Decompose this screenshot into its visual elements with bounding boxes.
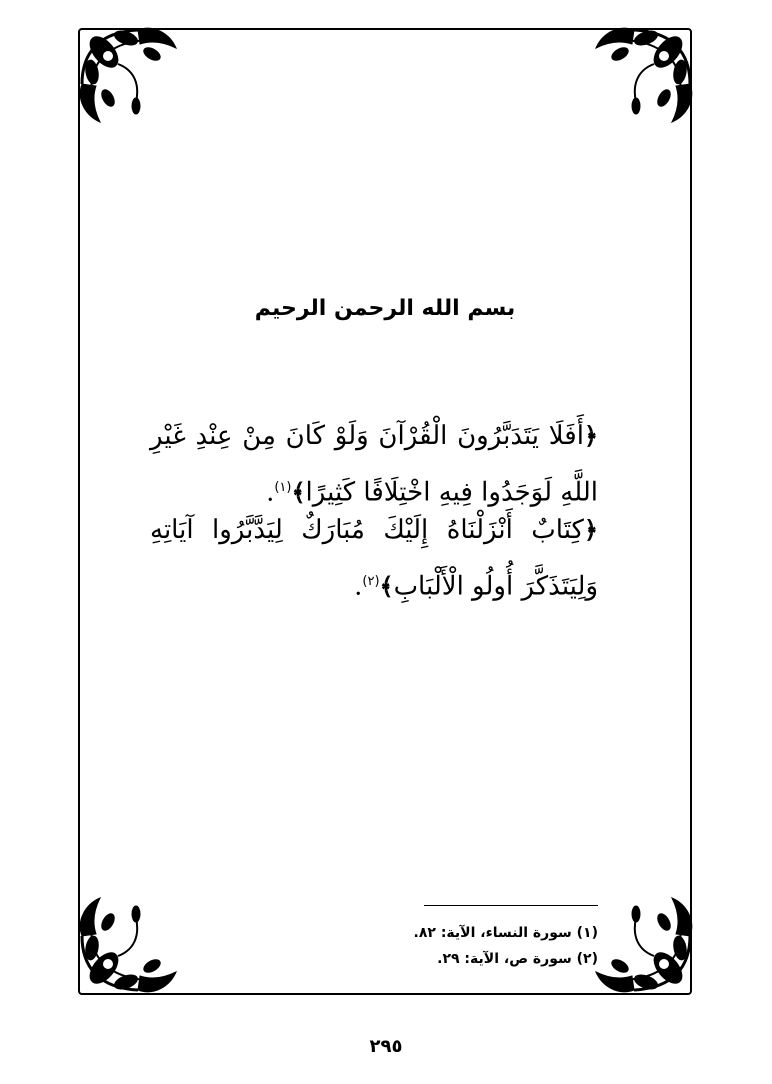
verse-end-mark: . [266,477,275,508]
footnote-separator [424,905,598,906]
page-number: ٢٩٥ [369,1036,403,1057]
floral-corner-ornament-icon [78,24,190,136]
verse-text: أَفَلَا يَتَدَبَّرُونَ الْقُرْآنَ وَلَوْ كَانَ مِنْ عِنْدِ غَيْرِ اللَّهِ لَوَجَدُوا فِيهِ اخْتِلَافًا كَثِيرًا [150,421,598,508]
footnote-item: (١) سورة النساء، الآية: ٨٢. [413,925,598,941]
verse-text: كِتَابٌ أَنْزَلْنَاهُ إِلَيْكَ مُبَارَكٌ لِيَدَّبَّرُوا آيَاتِهِ وَلِيَتَذَكَّرَ أُولُو الْأَلْبَابِ [150,515,598,602]
verse-end-mark: . [354,571,363,602]
verse-close-bracket: ﴾ [379,572,394,601]
verse-open-bracket: ﴿ [583,422,598,450]
floral-corner-ornament-icon [582,24,694,136]
verse-open-bracket: ﴿ [583,516,598,544]
footnotes [380,920,598,972]
footnote-item: (٢) سورة ص، الآية: ٢٩. [437,951,598,967]
footnote-reference[interactable]: (٢) [362,574,380,589]
floral-corner-ornament-icon [78,884,190,996]
footnote-reference[interactable]: (١) [274,480,292,495]
quran-verse [150,504,598,613]
basmala-heading: بسم الله الرحمن الرحيم [254,296,516,321]
verse-close-bracket: ﴾ [291,478,306,507]
floral-corner-ornament-icon [582,884,694,996]
quran-verse [150,410,598,519]
